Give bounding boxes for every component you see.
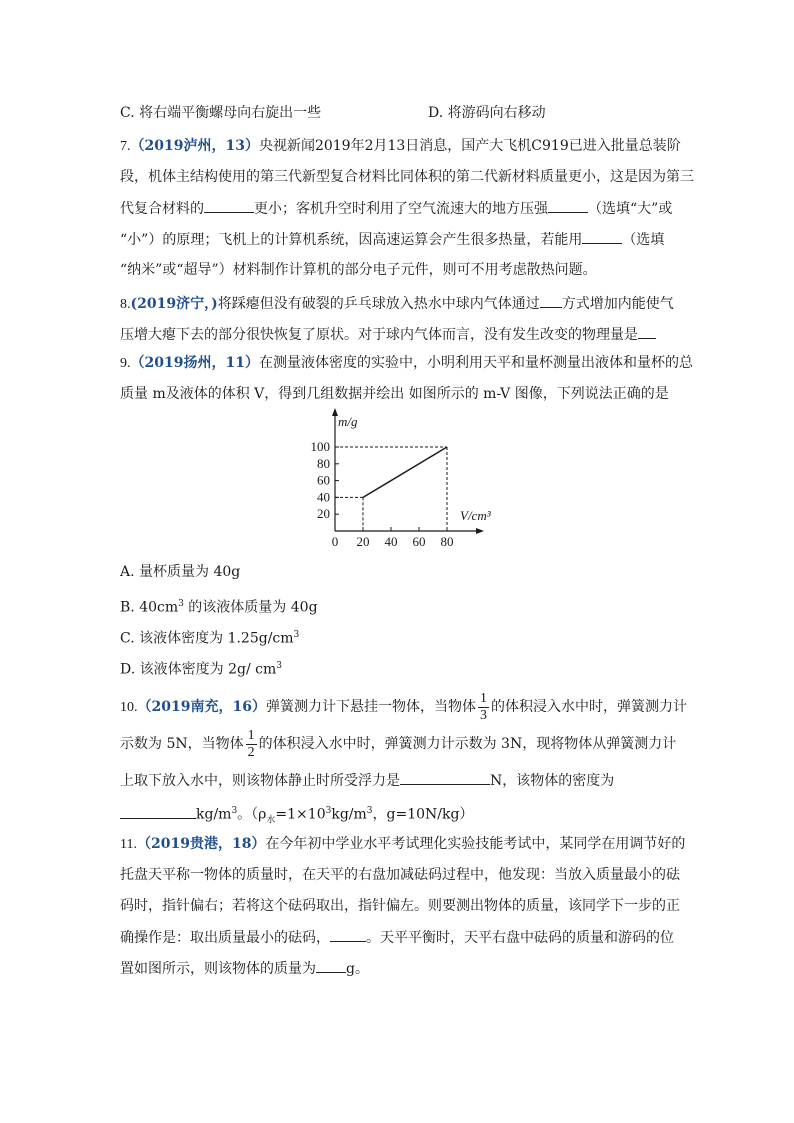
q8-text-2: 压增大瘪下去的部分很快恢复了原状。对于球内气体而言，没有发生改变的物理量是 bbox=[120, 327, 638, 343]
q10-line-1 bbox=[120, 690, 687, 725]
q8-text-1b: 方式增加内能使气 bbox=[561, 296, 674, 312]
q7-text-4: “小”）的原理；飞机上的计算机系统，因高速运算会产生很多热量，若能用 bbox=[120, 232, 583, 248]
fraction-1-numerator: 1 bbox=[479, 690, 487, 706]
fraction-2-numerator: 1 bbox=[247, 727, 255, 743]
q10-number: 10. bbox=[120, 700, 138, 715]
q9-option-b bbox=[120, 594, 318, 618]
q9-line-1 bbox=[120, 353, 693, 374]
q10-sup-3: 3 bbox=[366, 806, 373, 816]
q10-text-4e: ，g=10N/kg） bbox=[372, 806, 474, 823]
q8-line-1 bbox=[120, 293, 674, 315]
q7-text-3c: （选填“大”或 bbox=[588, 201, 673, 217]
q10-text-2b: 的体积浸入水中时，弹簧测力计示数为 3N，现将物体从弹簧测力计 bbox=[258, 736, 677, 752]
q9-option-b-sup: 3 bbox=[178, 599, 184, 609]
q11-text-5a: 置如图所示，则该物体的质量为 bbox=[120, 961, 316, 977]
q9-option-c-pre: C. 该液体密度为 1.25g/cm bbox=[120, 630, 294, 647]
q10-text-3b: N，该物体的密度为 bbox=[490, 773, 615, 789]
q10-sub-water: 水 bbox=[266, 815, 276, 826]
q11-line-2: 托盘天平称一物体的质量时，在天平的右盘加减砝码过程中，他发现：当放入质量最小的砝 bbox=[120, 867, 680, 883]
series-line-0 bbox=[363, 447, 447, 497]
m-v-chart bbox=[300, 406, 530, 546]
fraction-one-third bbox=[478, 691, 489, 724]
q11-line-3: 码时，指针偏右；若将这个砝码取出，指针偏左。则要测出物体的质量，该同学下一步的正 bbox=[120, 898, 680, 914]
q10-sup-1: 3 bbox=[231, 806, 238, 816]
q11-line-5 bbox=[120, 958, 369, 979]
x-tick-60: 60 bbox=[412, 534, 426, 546]
q10-text-4d: kg/m bbox=[331, 806, 367, 823]
q8-blank-2[interactable] bbox=[638, 324, 656, 339]
q9-option-d bbox=[120, 656, 282, 680]
fraction-1-denominator: 3 bbox=[479, 707, 487, 723]
series-lines bbox=[363, 447, 447, 497]
q11-line-4 bbox=[120, 927, 674, 948]
q11-blank-1[interactable] bbox=[330, 927, 366, 942]
q10-text-2a: 示数为 5N，当物体 bbox=[120, 736, 244, 752]
option-c: C. 将右端平衡螺母向右旋出一些 bbox=[120, 105, 322, 121]
y-tick-40: 40 bbox=[317, 489, 330, 505]
q10-text-4b: 。（ρ bbox=[237, 806, 267, 823]
q10-line-2 bbox=[120, 727, 676, 761]
x-tick-labels bbox=[332, 527, 454, 546]
q7-line-4 bbox=[120, 229, 664, 250]
x-axis-arrow bbox=[476, 528, 484, 534]
q9-option-c-sup: 3 bbox=[293, 630, 300, 640]
x-tick-40: 40 bbox=[384, 534, 398, 546]
q10-text-1a: 弹簧测力计下悬挂一物体，当物体 bbox=[265, 699, 476, 715]
q11-source: （2019贵港，18） bbox=[136, 836, 266, 852]
q7-text-3a: 代复合材料的 bbox=[120, 201, 204, 217]
q9-option-d-sup: 3 bbox=[276, 661, 282, 671]
q10-text-1b: 的体积浸入水中时，弹簧测力计 bbox=[490, 699, 687, 715]
fraction-one-half bbox=[246, 728, 257, 761]
guide-lines bbox=[335, 447, 447, 531]
q9-option-d-pre: D. 该液体密度为 2g/ cm bbox=[120, 661, 277, 678]
q10-text-4a: kg/m bbox=[196, 806, 232, 823]
option-d: D. 将游码向右移动 bbox=[428, 105, 546, 121]
q9-line-2: 质量 m及液体的体积 V，得到几组数据并绘出 如图所示的 m-V 图像，下列说法正确的是 bbox=[120, 386, 669, 402]
q7-line-3 bbox=[120, 198, 672, 219]
q9-option-c bbox=[120, 625, 299, 649]
q10-text-4c: =1×10 bbox=[275, 806, 326, 823]
q8-number: 8. bbox=[120, 297, 131, 312]
q10-text-3a: 上取下放入水中，则该物体静止时所受浮力是 bbox=[120, 773, 400, 789]
x-tick-80: 80 bbox=[440, 534, 454, 546]
y-axis-label: m/g bbox=[338, 414, 358, 429]
q8-line-2 bbox=[120, 324, 656, 345]
q8-source: (2019济宁，) bbox=[130, 296, 218, 312]
q10-sup-2: 3 bbox=[325, 806, 332, 816]
q7-source: （2019泸州，13） bbox=[130, 138, 259, 154]
q10-line-4 bbox=[120, 801, 473, 830]
q7-line-1 bbox=[120, 136, 681, 157]
y-tick-80: 80 bbox=[317, 455, 330, 471]
q9-text-1: 在测量液体密度的实验中，小明利用天平和量杯测量出液体和量杯的总 bbox=[258, 355, 693, 371]
q7-number: 7. bbox=[120, 139, 131, 154]
q9-number: 9. bbox=[120, 356, 131, 371]
q11-text-4a: 确操作是：取出质量最小的砝码， bbox=[120, 930, 330, 946]
q7-text-4b: （选填 bbox=[622, 232, 665, 248]
q7-text-1: 央视新闻2019年2月13日消息，国产大飞机C919已进入批量总装阶 bbox=[258, 138, 681, 154]
q10-source: （2019南充，16） bbox=[137, 699, 266, 715]
q11-text-4b: 。天平平衡时，天平右盘中砝码的质量和游码的位 bbox=[366, 930, 674, 946]
fraction-2-denominator: 2 bbox=[247, 744, 255, 760]
q7-line-5: “纳米”或“超导”）材料制作计算机的部分电子元件，则可不用考虑散热问题。 bbox=[120, 262, 597, 278]
q7-blank-2[interactable] bbox=[548, 198, 588, 213]
q11-number: 11. bbox=[120, 837, 137, 852]
q9-option-b-pre: B. 40cm bbox=[120, 599, 179, 616]
q10-line-3 bbox=[120, 770, 614, 791]
q11-blank-2[interactable] bbox=[316, 958, 346, 973]
q9-option-b-post: 的该液体质量为 40g bbox=[183, 599, 318, 616]
q10-blank-2[interactable] bbox=[120, 804, 196, 819]
q11-line-1 bbox=[120, 834, 685, 855]
q8-text-1a: 将踩瘪但没有破裂的乒乓球放入热水中球内气体通过 bbox=[217, 296, 540, 312]
q10-blank-1[interactable] bbox=[400, 770, 490, 785]
q7-text-3b: 更小；客机升空时利用了空气流速大的地方压强 bbox=[254, 201, 548, 217]
q7-blank-3[interactable] bbox=[582, 229, 622, 244]
y-tick-100: 100 bbox=[310, 439, 330, 454]
y-tick-60: 60 bbox=[317, 472, 330, 488]
q9-source: （2019扬州，11） bbox=[130, 355, 259, 371]
q7-blank-1[interactable] bbox=[204, 198, 254, 213]
q9-option-a: A. 量杯质量为 40g bbox=[120, 564, 241, 580]
x-tick-0: 0 bbox=[331, 534, 339, 546]
q11-text-1: 在今年初中学业水平考试理化实验技能考试中，某同学在用调节好的 bbox=[265, 836, 686, 852]
q8-blank-1[interactable] bbox=[540, 293, 562, 308]
x-axis-label: V/cm³ bbox=[460, 508, 491, 523]
q11-text-5b: g。 bbox=[346, 961, 369, 977]
y-tick-20: 20 bbox=[317, 506, 330, 522]
x-tick-20: 20 bbox=[356, 534, 370, 546]
q7-line-2: 段，机体主结构使用的第三代新型复合材料比同体积的第二代新材料质量更小，这是因为第三 bbox=[120, 169, 694, 185]
